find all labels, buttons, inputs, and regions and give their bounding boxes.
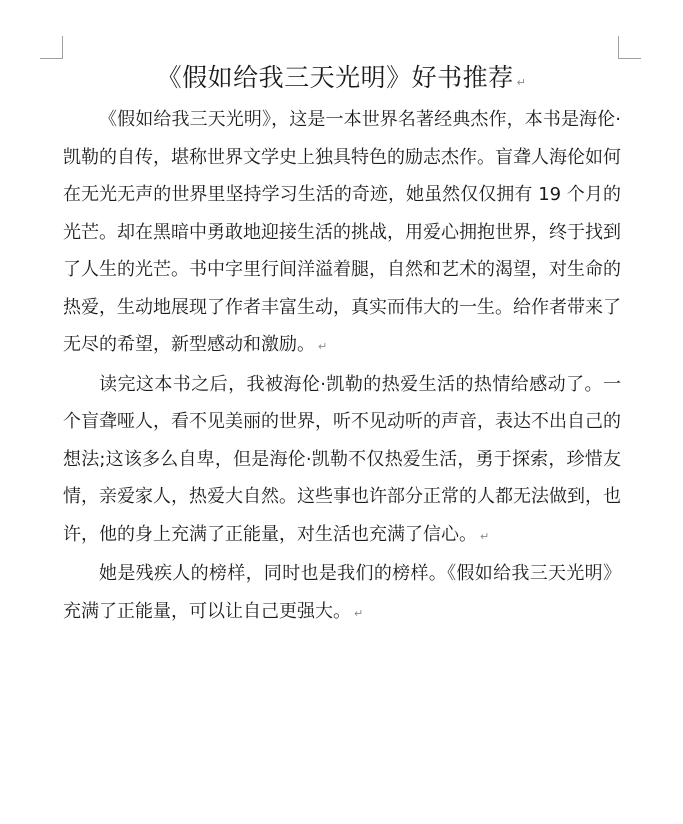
paragraph-3-text: 她是残疾人的榜样，同时也是我们的榜样。《假如给我三天光明》充满了正能量，可以让自己更强大。 [63, 563, 621, 622]
paragraph-3[interactable] [63, 555, 621, 632]
crop-mark-top-right [618, 36, 641, 59]
paragraph-mark-icon: ↵ [318, 340, 328, 353]
paragraph-mark-icon: ↵ [354, 606, 364, 620]
paragraph-1-text: 《假如给我三天光明》，这是一本世界名著经典杰作，本书是海伦·凯勒的自传，堪称世界文学史上独具特色的励志杰作。盲聋人海伦如何在无光无声的世界里坚持学习生活的奇迹，她虽然仅仅拥有 19 个月的光芒。却在黑暗中勇敢地迎接生活的挑战，用爱心拥抱世界，终于找到了人生的光芒。书中字里行间洋溢着腿，自然和艺术的渴望，对生命的热爱，生动地展现了作者丰富生动，真实而伟大的一生。给作者带来了无尽的希望，新型感动和激励。 [63, 109, 621, 355]
paragraph-mark-icon: ↵ [516, 76, 527, 89]
paragraph-2[interactable] [63, 366, 621, 556]
paragraph-2-text: 读完这本书之后，我被海伦·凯勒的热爱生活的热情给感动了。一个盲聋哑人，看不见美丽的世界，听不见动听的声音，表达不出自己的想法;这该多么自卑，但是海伦·凯勒不仅热爱生活，勇于探索，珍惜友情，亲爱家人，热爱大自然。这些事也许部分正常的人都无法做到，也许，他的身上充满了正能量，对生活也充满了信心。 [63, 373, 621, 545]
paragraph-1[interactable] [63, 101, 621, 366]
title-text: 《假如给我三天光明》好书推荐 [156, 63, 514, 92]
crop-mark-top-left [40, 36, 63, 59]
paragraph-mark-icon: ↵ [480, 529, 490, 543]
document-title[interactable] [60, 58, 623, 103]
document-body[interactable] [63, 101, 621, 632]
